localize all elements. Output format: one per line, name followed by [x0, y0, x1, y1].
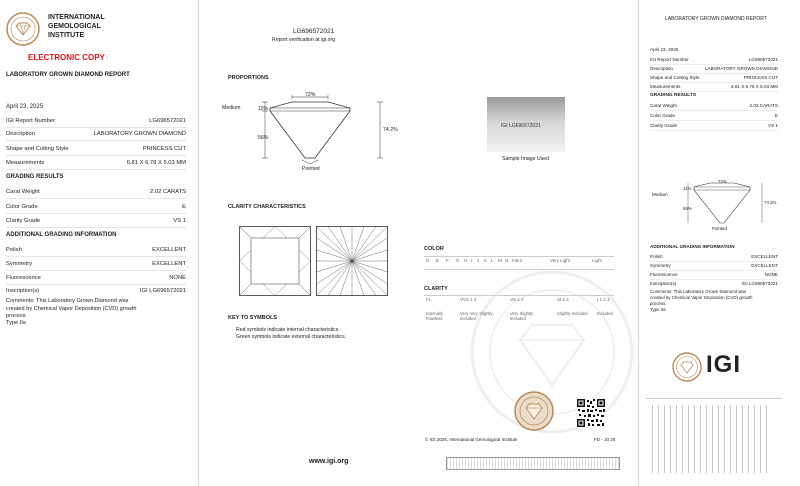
grading-results-title: GRADING RESULTS	[6, 174, 64, 180]
color-letter: G	[456, 258, 460, 263]
report-row: IGI Report Number LG696572021	[6, 117, 186, 128]
right-grading-row: Carat Weight 2.02 CARATS	[650, 102, 778, 111]
right-comments-line: process.	[650, 301, 667, 306]
clarity-plot-crown	[239, 226, 311, 296]
clarity-descriptor: Very Slightly Included	[510, 311, 534, 321]
grading-row: Color Grade E	[6, 203, 186, 214]
form-code: FD - 10 20	[594, 437, 616, 442]
rotated-text-block	[652, 405, 772, 473]
right-comments-line: Type IIa	[650, 307, 666, 312]
org-name-line1: INTERNATIONAL	[48, 14, 105, 21]
culet-label: Pointed	[302, 166, 320, 172]
color-letter: L	[491, 258, 494, 263]
color-descriptor: Light	[592, 258, 602, 263]
clarity-grade: VVS 1 2	[460, 297, 477, 302]
igi-logo-seal	[672, 352, 702, 382]
color-letter: M	[498, 258, 502, 263]
report-title: LABORATORY GROWN DIAMOND REPORT	[6, 72, 130, 78]
right-report-row: Description LABORATORY GROWN DIAMOND	[650, 65, 778, 74]
security-strip	[446, 457, 620, 470]
clarity-plot-pavilion	[316, 226, 388, 296]
report-row: Description LABORATORY GROWN DIAMOND	[6, 130, 186, 141]
color-descriptor: Very Light	[550, 258, 571, 263]
report-number-top: LG696572021	[293, 28, 335, 35]
right-comments-line: Comments: This Laboratory Grown Diamond was	[650, 289, 747, 294]
report-row: Measurements 6.81 X 6.78 X 5.03 MM	[6, 159, 186, 170]
right-report-row: IGI Report Number LG696572021	[650, 56, 778, 65]
right-crown-percent: 11%	[683, 186, 692, 191]
girdle-label: Medium	[222, 105, 241, 111]
clarity-descriptor: Included	[597, 311, 613, 316]
proportions-title: PROPORTIONS	[228, 75, 269, 81]
clarity-descriptor: Internally Flawless	[426, 311, 443, 321]
additional-grading-title: ADDITIONAL GRADING INFORMATION	[6, 232, 117, 238]
color-letter: H	[464, 258, 468, 263]
right-report-title: LABORATORY GROWN DIAMOND REPORT	[665, 16, 767, 22]
website-link[interactable]: www.igi.org	[309, 458, 349, 465]
color-letter: N	[505, 258, 509, 263]
right-report-row: Shape and Cutting Style PRINCESS CUT	[650, 74, 778, 83]
crown-percent: 11%	[258, 106, 268, 112]
column-divider	[638, 0, 639, 486]
right-additional-row: Fluorescence NONE	[650, 271, 778, 280]
clarity-grade: VS 1 2	[510, 297, 524, 302]
color-letter: J	[477, 258, 480, 263]
gold-seal	[514, 391, 554, 431]
org-name-line2: GEMOLOGICAL	[48, 23, 101, 30]
clarity-scale-rule	[424, 295, 614, 296]
right-additional-row: Symmetry EXCELLENT	[650, 262, 778, 271]
column-divider	[198, 0, 199, 486]
igi-logo-text: IGI	[706, 351, 742, 378]
color-letter: F	[446, 258, 449, 263]
additional-row: Fluorescence NONE	[6, 274, 186, 285]
color-letter: I	[471, 258, 473, 263]
clarity-characteristics-title: CLARITY CHARACTERISTICS	[228, 204, 306, 210]
igi-seal-logo	[6, 12, 40, 46]
report-verification-link[interactable]: Report verification at igi.org	[272, 37, 336, 43]
color-scale-title: COLOR	[424, 246, 444, 252]
table-percent: 72%	[305, 92, 316, 98]
clarity-grade: I 1 2 3	[597, 297, 610, 302]
clarity-descriptor: Very Very Slightly Included	[460, 311, 493, 321]
right-table-percent: 72%	[718, 179, 727, 184]
additional-row: Inscription(s) IGI LG696572021	[6, 288, 186, 294]
sample-inscription: IGI LG696572021	[501, 123, 541, 129]
right-girdle-label: Medium	[652, 192, 668, 197]
copyright-text: © IGI 2025, International Gemological Institute	[425, 437, 518, 442]
additional-row: Polish EXCELLENT	[6, 246, 186, 257]
rotated-summary-panel	[646, 398, 782, 479]
key-to-symbols-line: Green symbols indicate external characteristics.	[236, 334, 347, 340]
color-letter: K	[484, 258, 488, 263]
right-depth-percent: 74.2%	[764, 200, 777, 205]
key-to-symbols-line: Red symbols indicate internal characteristics.	[236, 327, 340, 333]
right-report-row: Measurements 6.81 X 6.78 X 5.03 MM	[650, 83, 778, 92]
sample-image	[487, 97, 565, 152]
right-grading-title: GRADING RESULTS	[650, 93, 697, 98]
right-culet-label: Pointed	[712, 226, 727, 231]
grading-row: Carat Weight 2.02 CARATS	[6, 188, 186, 199]
right-additional-row: Polish EXCELLENT	[650, 253, 778, 262]
right-additional-row: Inscription(s) IGI LG696572021	[650, 281, 778, 286]
right-report-date: April 23, 2025	[650, 47, 679, 52]
comments-line: Comments: This Laboratory Grown Diamond was	[6, 298, 129, 304]
comments-line: process.	[6, 313, 28, 319]
clarity-scale-title: CLARITY	[424, 286, 448, 292]
pavilion-percent: 56%	[258, 135, 269, 141]
org-name-line3: INSTITUTE	[48, 32, 85, 39]
right-additional-title: ADDITIONAL GRADING INFORMATION	[650, 244, 735, 249]
total-depth-percent: 74.2%	[383, 127, 398, 133]
comments-line: created by Chemical Vapor Deposition (CVD) growth	[6, 306, 137, 312]
right-comments-line: created by Chemical Vapor Deposition (CVD) growth	[650, 295, 753, 300]
clarity-descriptor: Slightly Included	[557, 311, 588, 316]
report-date: April 23, 2025	[6, 104, 44, 110]
proportions-diagram	[220, 88, 400, 173]
right-grading-row: Clarity Grade VS 1	[650, 122, 778, 131]
sample-image-caption: Sample Image Used	[502, 156, 549, 162]
color-letter: E	[436, 258, 440, 263]
additional-row: Symmetry EXCELLENT	[6, 260, 186, 271]
right-pavilion-percent: 56%	[683, 206, 692, 211]
clarity-grade: SI 1 2	[557, 297, 569, 302]
color-letter: D	[426, 258, 430, 263]
key-to-symbols-title: KEY TO SYMBOLS	[228, 315, 278, 321]
comments-line: Type IIa	[6, 320, 26, 326]
clarity-grade: FL	[426, 297, 432, 302]
electronic-copy-label: ELECTRONIC COPY	[28, 53, 105, 62]
qr-code[interactable]	[576, 398, 606, 428]
right-grading-row: Color Grade E	[650, 112, 778, 121]
color-descriptor: Faint	[512, 258, 523, 263]
report-row: Shape and Cutting Style PRINCESS CUT	[6, 145, 186, 156]
grading-row: Clarity Grade VS 1	[6, 217, 186, 228]
